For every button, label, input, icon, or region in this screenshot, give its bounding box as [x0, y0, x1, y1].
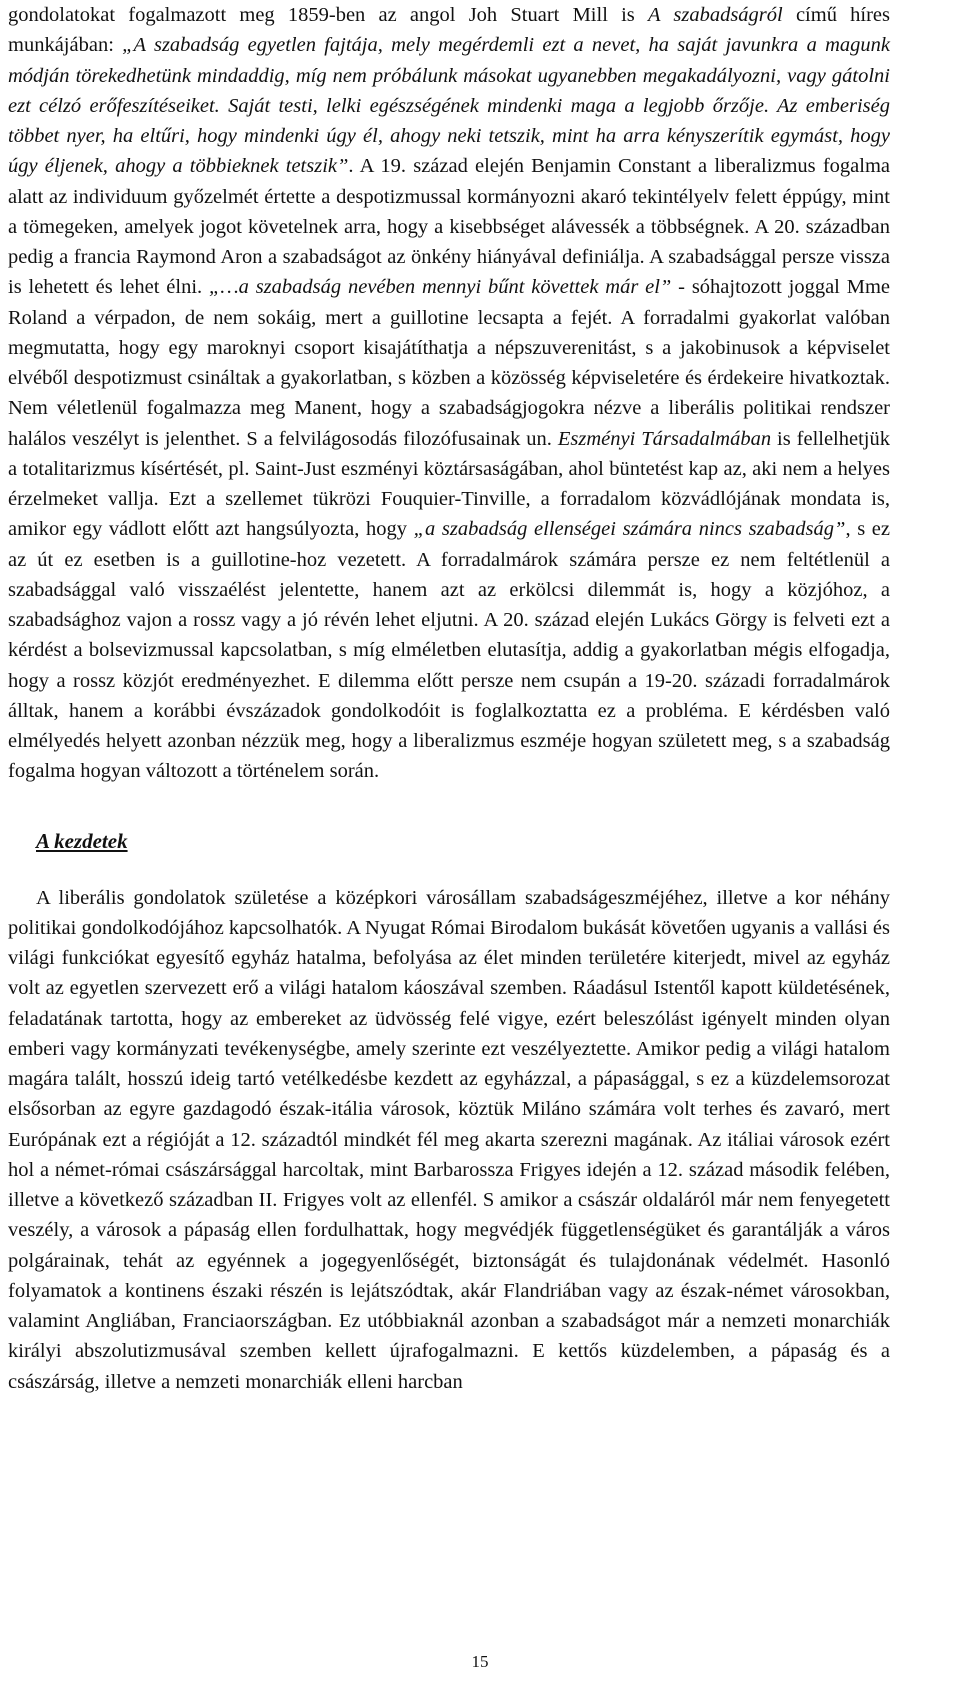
section-heading: A kezdetek	[36, 828, 128, 853]
page-number: 15	[471, 1652, 489, 1671]
paragraph-liberty-quotes	[8, 0, 890, 787]
document-page	[8, 0, 890, 1397]
quote-fouquier-tinville: „a szabadság ellenségei számára nincs szabadság”	[413, 518, 846, 541]
book-title-on-liberty: A szabadságról	[648, 4, 783, 26]
paragraph-beginnings: A liberális gondolatok születése a középkori városállam szabadságeszméjéhez, illetve a kor néhány politikai gondolkodójához kapcsolhatók. A Nyugat Római Birodalom bukását követően ugyanis a vallási és világi funkciókat egyesítő egyház hatalma, befolyása az élet minden területére kiterjedt, mivel az egyház volt az egyetlen szervezett erő a világi hatalom káoszával szemben. Ráadásul Istentől kapott küldetésének, feladatának tartotta, hogy az embereket az üdvösség felé vigye, ezért beleszólást igényelt minden olyan emberi vagy kormányzati tevékenységbe, amely szerinte ezt veszélyeztette. Amikor pedig a világi hatalom magára talált, hosszú ideig tartó vetélkedésbe kezdett az egyházzal, a pápasággal, s ez a küzdelemsorozat elsősorban az egyre gazdagodó észak-itália városok, köztük Miláno számára volt terhes és zavaró, mert Európának ezt a régióját a 12. századtól mindkét fél meg akarta szerezni magának. Az itáliai városok ezért hol a német-római császársággal harcoltak, mint Barbarossza Frigyes idején a 12. század második felében, illetve a következő században II. Frigyes volt az ellenfél. S amikor a császár oldaláról már nem fenyegetett veszély, a városok a pápaság ellen fordulhattak, hogy megvédjék függetlenségüket és garantálják a város polgárainak, tehát az egyénnek a jogegyenlőségét, biztonságát és tulajdonának védelmét. Hasonló folyamatok a kontinens északi részén is lejátszódtak, akár Flandriában vagy az észak-német városokban, valamint Angliában, Franciaországban. Ez utóbbiaknál azonban a szabadságot már a nemzeti monarchiák királyi abszolutizmusával szemben kellett újrafogalmazni. E kettős küzdelemben, a pápaság és a császárság, illetve a nemzeti monarchiák elleni harcban	[8, 886, 890, 1393]
book-title-ideal-society: Eszményi Társadalmában	[557, 427, 772, 450]
text-dilemma: , s ez az út ez esetben is a guillotine-hoz vezetett. A forradalmárok számára persze ez nem feltétlenül a szabadsággal való visszaélést jelentette, hanem azt az erkölcsi dilemmát is, hogy a közjóhoz, a szabadsághoz vajon a rossz vagy a jó révén lehet eljutni. A 20. század elején Lukács Görgy is felveti ezt a kérdést a bolsevizmussal kapcsolatban, s míg elméletben elutasítja, addig a gyakorlatban mégis elfogadja, hogy a rossz közjót eredményezhet. E dilemma előtt persze nem csupán a 19-20. századi forradalmárok álltak, hanem a korábbi évszázadok gondolkodóit is foglalkoztatta ez a probléma. E kérdésben való elmélyedés helyett azonban nézzük meg, hogy a liberalizmus eszméje hogyan született meg, s a szabadság fogalma hogyan változott a történelem során.	[8, 518, 890, 783]
text-revolution: - sóhajtozott joggal Mme Roland a vérpadon, de nem sokáig, mert a guillotine lecsapta a fejét. A forradalmi gyakorlat valóban megmutatta, hogy egy maroknyi csoport kisajátíthatja a népszuverenitást, s a jakobinusok a képviselet elvéből despotizmust csináltak a gyakorlatban, s közben a közösség képviseletére és érdekeire hivatkoztak. Nem véletlenül fogalmazza meg Manent, hogy a szabadságjogokra nézve a liberális politikai rendszer halálos veszélyt is jelenthet. S a felvilágosodás filozófusainak un.	[8, 276, 890, 450]
text-saint-just: is fellelhetjük a totalitarizmus kísértését, pl. Saint-Just eszményi köztársaságában, ahol büntetést kap az, aki nem a helyes érzelmeket vallja. Ezt a szellemet tükrözi Fouquier-Tinville, a forradalom közvádlójának mondata is, amikor egy vádlott előtt azt hangsúlyozta, hogy	[8, 427, 890, 541]
quote-mill: „A szabadság egyetlen fajtája, mely megérdemli ezt a nevet, ha saját javunkra a magunk módján törekedhetünk mindaddig, míg nem próbálunk másokat ugyanebben megakadályozni, vagy gátolni ezt célzó erőfeszítéseiket. Saját testi, lelki egészségének mindenki maga a legjobb őrzője. Az emberiség többet nyer, ha eltűri, hogy mindenki úgy él, ahogy neki tetszik, mint ha arra kényszerítik egymást, hogy úgy éljenek, ahogy a többieknek tetszik”	[8, 34, 890, 178]
text-mill-intro: gondolatokat fogalmazott meg 1859-ben az angol Joh Stuart Mill is	[8, 4, 648, 26]
quote-roland: „…a szabadság nevében mennyi bűnt követtek már el”	[208, 276, 672, 299]
text-constant-aron: . A 19. század elején Benjamin Constant a liberalizmus fogalma alatt az individuum győzelmét értette a despotizmussal kormányozni akaró tekintélyelv felett éppúgy, mint a tömegeken, amelyek jogot követelnek arra, hogy a kisebbséget alávessék a többségnek. A 20. században pedig a francia Raymond Aron a szabadságot az önkény hiányával definiálja. A szabadsággal persze vissza is lehetett és lehet élni.	[8, 155, 890, 299]
text-mill-work: című híres munkájában:	[8, 4, 891, 57]
